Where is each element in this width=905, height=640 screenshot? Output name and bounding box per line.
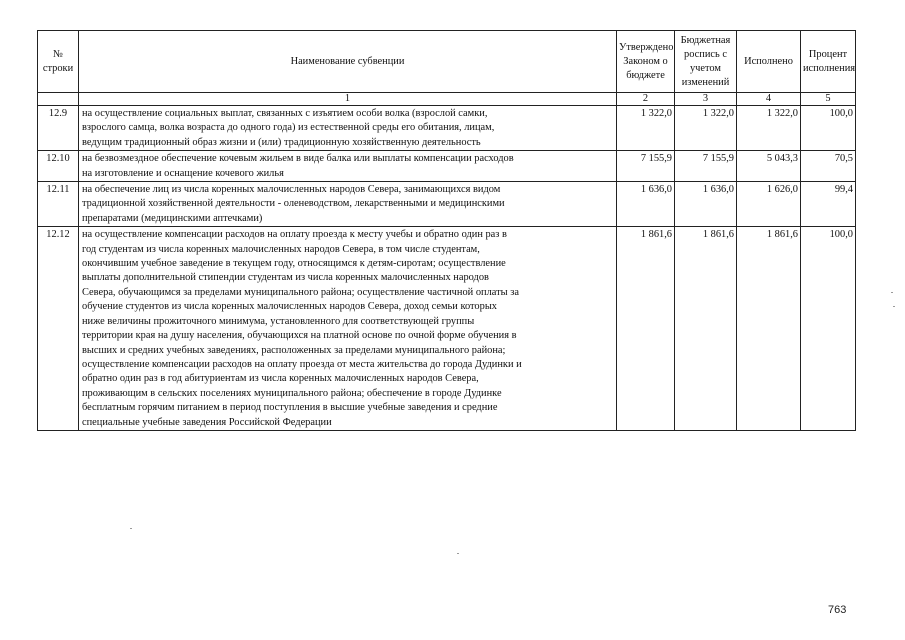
- subvention-text-line: бесплатным горячим питанием в период поступления в высшие учебные заведения и средние: [82, 402, 498, 414]
- executed-cell: 1 861,6: [737, 227, 801, 431]
- subvention-text-line: обратно один раз в год абитуриентам из числа коренных малочисленных народов Севера,: [82, 373, 479, 385]
- table-row: [38, 151, 856, 182]
- approved-cell: 1 636,0: [617, 182, 675, 227]
- column-number-4: 4: [737, 93, 801, 106]
- row-number-cell: 12.9: [38, 106, 79, 151]
- row-number-cell: 12.12: [38, 227, 79, 431]
- subvention-text-line: обучение студентов из числа коренных малочисленных народов Севера, доход семьи которых: [82, 301, 498, 313]
- approved-cell: 1 322,0: [617, 106, 675, 151]
- subvention-text-line: Севера, обучающимся за пределами муниципального района; осуществление частичной оплаты за: [82, 286, 519, 298]
- budget-schedule-cell: 7 155,9: [675, 151, 737, 182]
- header-budget-schedule: Бюджетная роспись с учетом изменений: [675, 31, 737, 93]
- page-number: 763: [828, 604, 847, 616]
- header-subvention-name: Наименование субвенции: [79, 31, 617, 93]
- subvention-name-cell: [79, 151, 617, 182]
- budget-schedule-cell: 1 861,6: [675, 227, 737, 431]
- subvention-text-line: традиционной хозяйственной деятельности - оленеводством, лекарственными и медицинскими: [82, 198, 505, 210]
- executed-cell: 5 043,3: [737, 151, 801, 182]
- executed-cell: 1 626,0: [737, 182, 801, 227]
- subvention-name-cell: [79, 182, 617, 227]
- scan-speck: [457, 553, 459, 554]
- subvention-text-line: специальные учебные заведения Российской Федерации: [82, 416, 332, 428]
- column-number-3: 3: [675, 93, 737, 106]
- column-number-row: [38, 93, 856, 106]
- percent-cell: 100,0: [801, 227, 856, 431]
- header-percent: Процент исполнения: [801, 31, 856, 93]
- approved-cell: 7 155,9: [617, 151, 675, 182]
- column-number-0: [38, 93, 79, 106]
- subvention-name-cell: [79, 227, 617, 431]
- percent-cell: 100,0: [801, 106, 856, 151]
- header-row: [38, 31, 856, 93]
- scan-speck: [893, 306, 895, 307]
- header-executed: Исполнено: [737, 31, 801, 93]
- subvention-text-line: на осуществление компенсации расходов на оплату проезда к месту учебы и обратно один раз в: [82, 229, 507, 241]
- approved-cell: 1 861,6: [617, 227, 675, 431]
- executed-cell: 1 322,0: [737, 106, 801, 151]
- table-row: [38, 106, 856, 151]
- table-row: [38, 227, 856, 431]
- subvention-text-line: окончившим учебное заведение в текущем году, относящимся к детям-сиротам; осуществление: [82, 258, 506, 270]
- row-number-cell: 12.11: [38, 182, 79, 227]
- budget-schedule-cell: 1 636,0: [675, 182, 737, 227]
- row-number-cell: 12.10: [38, 151, 79, 182]
- header-row-number: № строки: [38, 31, 79, 93]
- subvention-text-line: на безвозмездное обеспечение кочевым жильем в виде балка или выплаты компенсации расходов: [82, 153, 514, 165]
- column-number-1: 1: [79, 93, 617, 106]
- subvention-text-line: выплаты дополнительной стипендии студентам из числа коренных малочисленных народов: [82, 272, 489, 284]
- table-row: [38, 182, 856, 227]
- header-approved: Утверждено Законом о бюджете: [617, 31, 675, 93]
- subvention-text-line: на обеспечение лиц из числа коренных малочисленных народов Севера, занимающихся видом: [82, 184, 501, 196]
- subvention-text-line: взрослого самца, волка возраста до одного года) из естественной среды его обитания, лицам,: [82, 122, 495, 134]
- column-number-5: 5: [801, 93, 856, 106]
- column-number-2: 2: [617, 93, 675, 106]
- subvention-text-line: высших и средних учебных заведениях, расположенных за пределами муниципального района;: [82, 344, 506, 356]
- subventions-table: [37, 30, 856, 431]
- subvention-text-line: проживающим в сельских поселениях муниципального района; обеспечение в городе Дудинке: [82, 387, 502, 399]
- percent-cell: 70,5: [801, 151, 856, 182]
- subvention-text-line: на изготовление и оснащение кочевого жилья: [82, 167, 284, 179]
- scan-speck: [891, 292, 893, 293]
- subvention-text-line: на осуществление социальных выплат, связанных с изъятием особи волка (взрослой самки,: [82, 108, 488, 119]
- scan-speck: [130, 528, 132, 529]
- subvention-text-line: препаратами (медицинскими аптечками): [82, 212, 263, 224]
- subvention-text-line: территории края на душу населения, обучающихся на платной основе по очной форме обучения в: [82, 330, 517, 342]
- percent-cell: 99,4: [801, 182, 856, 227]
- subvention-text-line: ниже величины прожиточного минимума, установленного для соответствующей группы: [82, 315, 475, 327]
- subvention-text-line: осуществление компенсации расходов на оплату проезда от места жительства до города Дудинки и: [82, 358, 522, 370]
- subvention-name-cell: [79, 106, 617, 151]
- subvention-text-line: ведущим традиционный образ жизни и (или) традиционную хозяйственную деятельность: [82, 136, 481, 148]
- budget-schedule-cell: 1 322,0: [675, 106, 737, 151]
- table-header: [38, 31, 856, 106]
- subvention-text-line: год студентам из числа коренных малочисленных народов Севера, в том числе студентам,: [82, 243, 480, 255]
- table-body: [38, 106, 856, 431]
